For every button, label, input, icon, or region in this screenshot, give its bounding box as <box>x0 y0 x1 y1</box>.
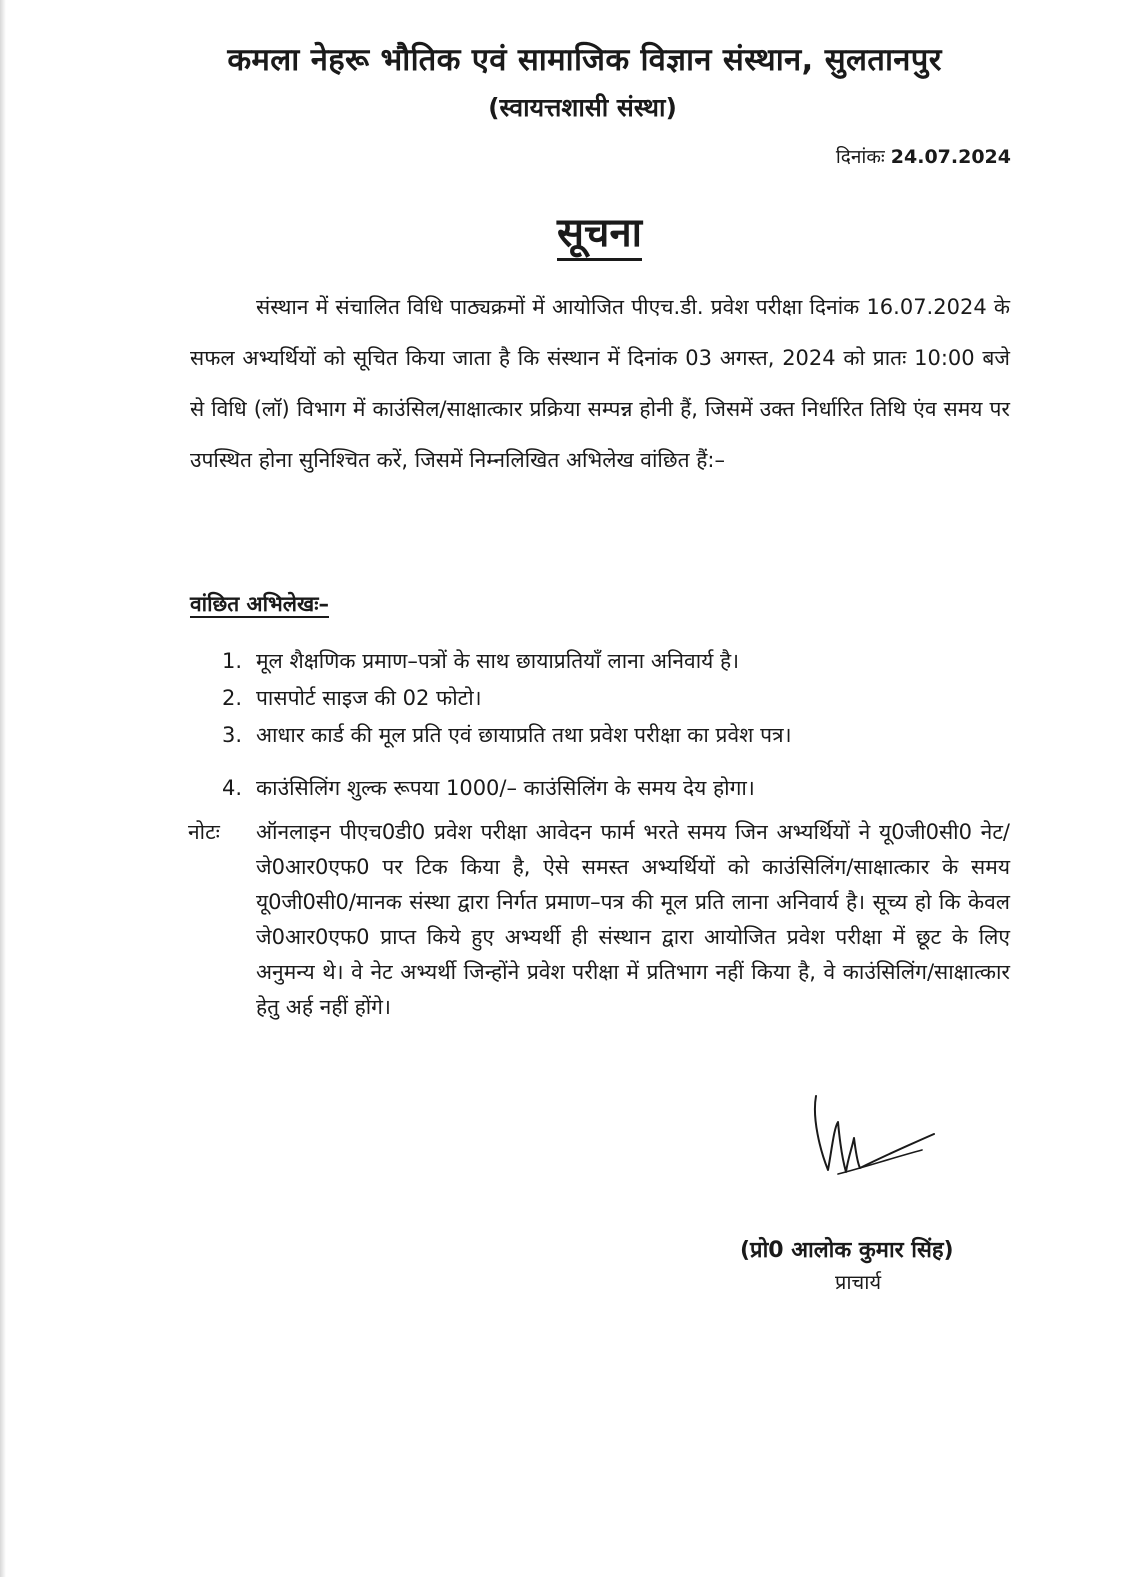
list-item-number: 4. <box>222 776 243 800</box>
list-item-text: मूल शैक्षणिक प्रमाण–पत्रों के साथ छायाप्रतियाँ लाना अनिवार्य है। <box>256 649 740 673</box>
list-item <box>222 680 1012 717</box>
list-item-number: 3. <box>222 723 243 747</box>
note-text: ऑनलाइन पीएच0डी0 प्रवेश परीक्षा आवेदन फार्म भरते समय जिन अभ्यर्थियों ने यू0जी0सी0 नेट/जे0आर0एफ0 पर टिक किया है, ऐसे समस्त अभ्यर्थियों को काउंसिलिंग/साक्षात्कार के समय यू0जी0सी0/मानक संस्था द्वारा निर्गत प्रमाण–पत्र की मूल प्रति लाना अनिवार्य है। सूच्य हो कि केवल जे0आर0एफ0 प्राप्त किये हुए अभ्यर्थी ही संस्थान द्वारा आयोजित प्रवेश परीक्षा में छूट के लिए अनुमन्य थे। वे नेट अभ्यर्थी जिन्होंने प्रवेश परीक्षा में प्रतिभाग नहीं किया है, वे काउंसिलिंग/साक्षात्कार हेतु अर्ह नहीं होंगे। <box>256 820 1010 1019</box>
institution-subtitle: (स्वायत्तशासी संस्था) <box>488 93 677 122</box>
list-item-number: 2. <box>222 686 243 710</box>
list-item <box>222 717 1012 754</box>
list-item <box>222 643 1012 680</box>
notice-body: संस्थान में संचालित विधि पाठ्यक्रमों में आयोजित पीएच.डी. प्रवेश परीक्षा दिनांक 16.07.2024 के सफल अभ्यर्थियों को सूचित किया जाता है कि संस्थान में दिनांक 03 अगस्त, 2024 को प्रातः 10:00 बजे से विधि (लॉ) विभाग में काउंसिल/साक्षात्कार प्रक्रिया सम्पन्न होनी हैं, जिसमें उक्त निर्धारित तिथि एंव समय पर उपस्थित होना सुनिश्चित करें, जिसमें निम्नलिखित अभिलेख वांछित हैं:– <box>190 295 1010 472</box>
signatory-name: (प्रो0 आलोक कुमार सिंह) <box>740 1238 954 1263</box>
list-item-number: 1. <box>222 649 243 673</box>
date-line <box>836 143 1011 169</box>
note-block <box>188 815 1010 1025</box>
notice-title-text: सूचना <box>557 210 642 261</box>
note-label: नोटः <box>188 820 220 844</box>
notice-title <box>0 203 1129 258</box>
documents-heading <box>190 590 329 618</box>
date-value: 24.07.2024 <box>890 146 1011 168</box>
list-item <box>222 770 1012 807</box>
institution-name: कमला नेहरू भौतिक एवं सामाजिक विज्ञान संस्थान, सुलतानपुर <box>227 42 942 78</box>
documents-list <box>222 643 1012 807</box>
list-item-text: पासपोर्ट साइज की 02 फोटो। <box>256 686 482 710</box>
signatory-designation: प्राचार्य <box>835 1270 882 1294</box>
list-item-text: आधार कार्ड की मूल प्रति एवं छायाप्रति तथा प्रवेश परीक्षा का प्रवेश पत्र। <box>256 723 792 747</box>
signature-mark <box>802 1088 942 1208</box>
list-item-text: काउंसिलिंग शुल्क रूपया 1000/– काउंसिलिंग के समय देय होगा। <box>256 776 755 800</box>
documents-heading-text: वांछित अभिलेखः– <box>190 592 329 616</box>
date-label: दिनांकः <box>835 146 885 168</box>
letterhead <box>0 38 1129 124</box>
